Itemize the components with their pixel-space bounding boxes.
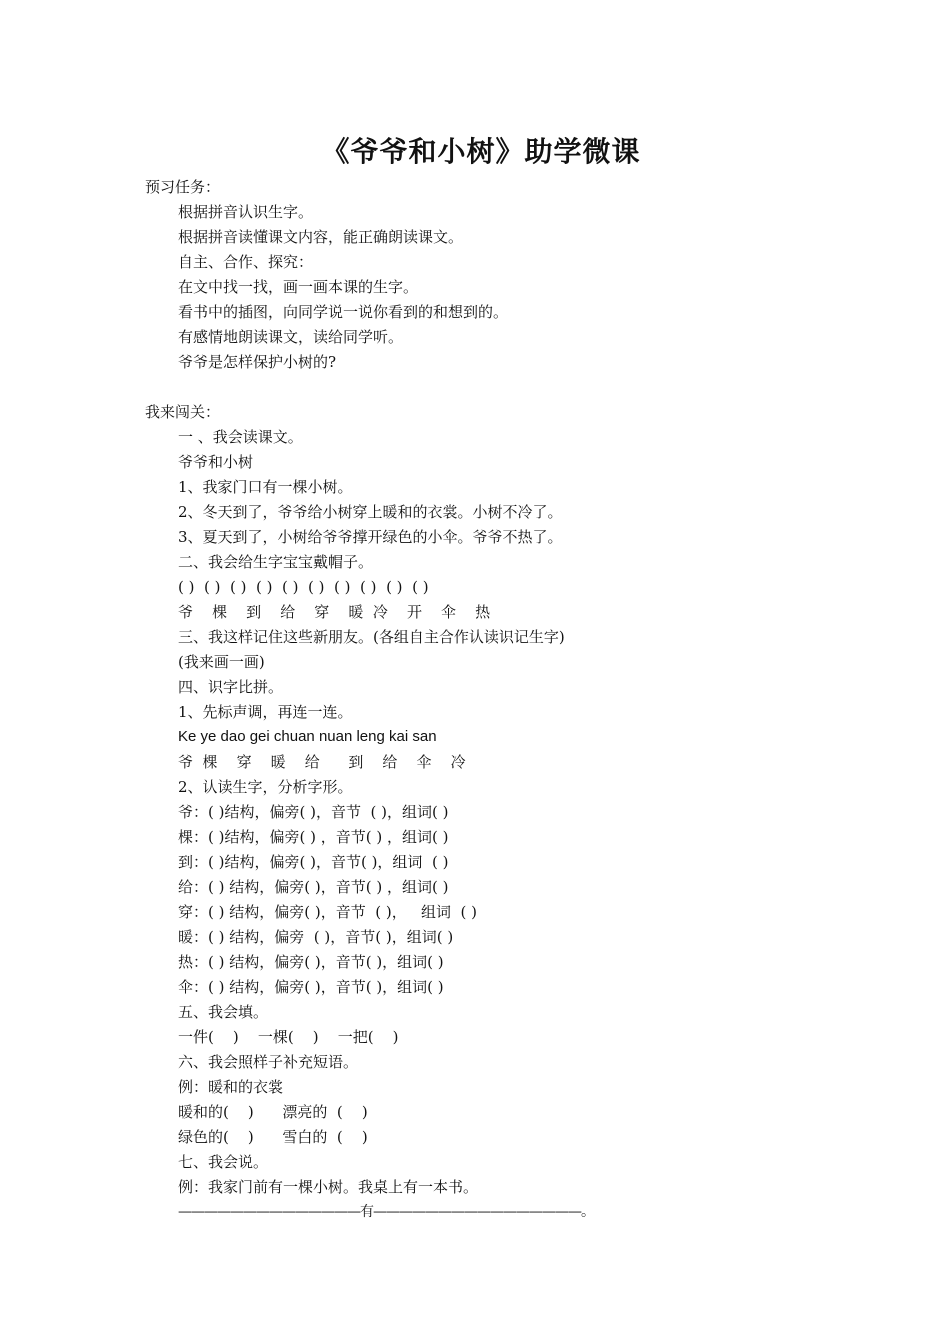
text-line: 2、冬天到了，爷爷给小树穿上暖和的衣裳。小树不冷了。 [178,503,563,521]
analysis-line: 爷：( )结构，偏旁( )，音节 ( )，组词( ) [178,803,449,821]
preview-item: 爷爷是怎样保护小树的? [178,353,337,371]
preview-item: 根据拼音认识生字。 [178,203,314,221]
preview-item: 有感情地朗读课文，读给同学听。 [178,328,404,346]
text-line: 1、我家门口有一棵小树。 [178,478,353,496]
section-heading: 四、识字比拼。 [178,678,284,696]
section-heading: 七、我会说。 [178,1153,269,1171]
text-title: 爷爷和小树 [178,453,254,471]
preview-heading: 预习任务： [145,178,221,196]
analysis-line: 棵：( )结构，偏旁( ) ，音节( ) ，组词( ) [178,828,449,846]
text-line: 暖和的( ) 漂亮的 ( ) [178,1103,368,1121]
text-line: 例：我家门前有一棵小树。我桌上有一本书。 [178,1178,479,1196]
text-line: 例：暖和的衣裳 [178,1078,284,1096]
section-heading: 二、我会给生字宝宝戴帽子。 [178,553,374,571]
preview-item: 看书中的插图，向同学说一说你看到的和想到的。 [178,303,509,321]
text-line: 1、先标声调，再连一连。 [178,703,353,721]
preview-item: 根据拼音读懂课文内容，能正确朗读课文。 [178,228,464,246]
text-line: 一件( ) 一棵( ) 一把( ) [178,1028,399,1046]
fill-line: ——————————————有————————————————。 [178,1204,594,1220]
analysis-line: 穿：( ) 结构，偏旁( )，音节 ( )， 组词 ( ) [178,903,478,921]
character-row: 爷 棵 到 给 穿 暖 冷 开 伞 热 [178,603,491,621]
preview-item: 自主、合作、探究： [178,253,314,271]
blank-row: ( ) ( ) ( ) ( ) ( ) ( ) ( ) ( ) ( ) ( ) [178,578,429,596]
text-line: 2、认读生字，分析字形。 [178,778,353,796]
text-line: (我来画一画) [178,653,265,671]
section-heading: 一 、我会读课文。 [178,428,303,446]
preview-item: 在文中找一找，画一画本课的生字。 [178,278,419,296]
page-title: 《爷爷和小树》助学微课 [321,135,641,168]
analysis-line: 给：( ) 结构，偏旁( )，音节( ) ，组词( ) [178,878,449,896]
analysis-line: 伞：( ) 结构，偏旁( )，音节( )，组词( ) [178,978,444,996]
text-line: 绿色的( ) 雪白的 ( ) [178,1128,368,1146]
challenge-heading: 我来闯关： [145,403,221,421]
analysis-line: 到：( )结构，偏旁( )，音节( )，组词 ( ) [178,853,449,871]
section-heading: 六、我会照样子补充短语。 [178,1053,359,1071]
analysis-line: 暖：( ) 结构，偏旁 ( )，音节( )，组词( ) [178,928,454,946]
analysis-line: 热：( ) 结构，偏旁( )，音节( )，组词( ) [178,953,444,971]
section-heading: 五、我会填。 [178,1003,269,1021]
section-heading: 三、我这样记住这些新朋友。(各组自主合作认读识记生字) [178,628,565,646]
text-line: 3、夏天到了，小树给爷爷撑开绿色的小伞。爷爷不热了。 [178,528,563,546]
character-row: 爷 棵 穿 暖 给 到 给 伞 冷 [178,753,466,771]
pinyin-row: Ke ye dao gei chuan nuan leng kai san [178,728,437,745]
